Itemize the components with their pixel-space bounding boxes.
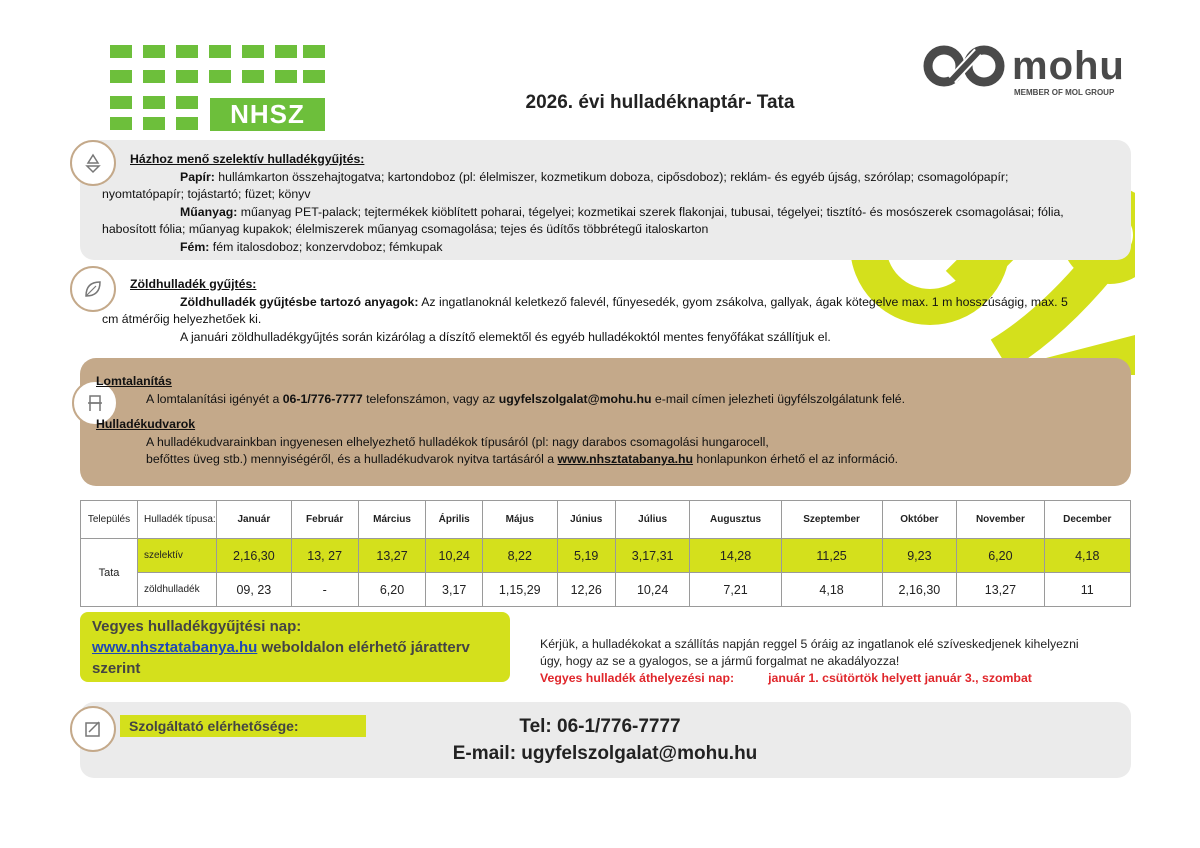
- paper-text: hullámkarton összehajtogatva; kartondoboz (pl: élelmiszer, kozmetikum doboza, cipősdoboz); reklám- és egyéb újság, szórólap; csomagolópapír;: [214, 169, 1009, 184]
- date-cell: 2,16,30: [217, 539, 292, 573]
- mixed-heading: Vegyes hulladékgyűjtési nap:: [92, 618, 302, 635]
- page-title: 2026. évi hulladéknaptár- Tata: [525, 92, 795, 113]
- mohu-logo: [922, 40, 1125, 100]
- paper-text-cont: nyomtatópapír; tojástartó; füzet; könyv: [102, 187, 311, 201]
- metal-label: Fém:: [180, 239, 210, 254]
- yard-text-3: honlapunkon érhető el az információ.: [693, 452, 899, 466]
- nhsz-logo-text: NHSZ: [210, 98, 325, 131]
- collection-calendar-table: [80, 500, 1131, 607]
- month-header: Május: [482, 501, 557, 539]
- yard-heading: Hulladékudvarok: [96, 417, 196, 431]
- table-header-row: [81, 501, 1131, 539]
- green-section: [102, 276, 1120, 346]
- plastic-text: műanyag PET-palack; tejtermékek kiöblített poharai, tégelyei; kozmetikai szerek flakonjai, tubusai, tégelyei; tisztító- és mosószerek csomagolásai; fólia,: [237, 204, 1064, 219]
- leaf-icon: [70, 266, 116, 312]
- date-cell: 14,28: [690, 539, 781, 573]
- date-cell: 12,26: [557, 573, 615, 607]
- bulky-heading: Lomtalanítás: [96, 374, 172, 388]
- month-header: Szeptember: [781, 501, 882, 539]
- type-cell: szelektív: [138, 539, 217, 573]
- plastic-text-cont: habosított fólia; műanyag kupakok; élelmiszerek műanyag csomagolása; tejes és üdítős többrétegű italoskarton: [102, 222, 709, 236]
- green-january-text: A januári zöldhulladékgyűjtés során kizárólag a díszítő elemektől és egyéb hulladékoktól mentes fenyőfákat szállítjuk el.: [180, 329, 831, 344]
- table-row-green: [81, 573, 1131, 607]
- recycle-icon: [70, 140, 116, 186]
- contact-label: Szolgáltató elérhetősége:: [120, 715, 366, 737]
- green-materials-text-cont: cm átmérőig helyezhetőek ki.: [102, 312, 262, 326]
- mixed-link[interactable]: www.nhsztatabanya.hu: [92, 639, 258, 656]
- date-cell: 5,19: [557, 539, 615, 573]
- contact-phone[interactable]: Tel: 06-1/776-7777: [519, 716, 681, 737]
- date-cell: 6,20: [358, 573, 426, 607]
- month-header: Augusztus: [690, 501, 781, 539]
- yard-text-2: befőttes üveg stb.) mennyiségéről, és a hulladékudvarok nyitva tartásáról a: [146, 452, 558, 466]
- mohu-logo-text: mohu: [1012, 44, 1125, 88]
- date-cell: 09, 23: [217, 573, 292, 607]
- bulky-text-mid: telefonszámon, vagy az: [362, 391, 499, 406]
- month-header: November: [957, 501, 1044, 539]
- date-cell: 11,25: [781, 539, 882, 573]
- plastic-label: Műanyag:: [180, 204, 238, 219]
- date-cell: 2,16,30: [882, 573, 957, 607]
- selective-section: [102, 151, 1130, 256]
- date-cell: 1,15,29: [482, 573, 557, 607]
- mixed-text-end: szerint: [92, 660, 141, 677]
- date-cell: 10,24: [426, 539, 482, 573]
- month-header: Június: [557, 501, 615, 539]
- date-cell: 3,17,31: [615, 539, 690, 573]
- mixed-waste-box: [80, 612, 510, 682]
- notice-line-2: úgy, hogy az se a gyalogos, se a jármű forgalmat ne akadályozza!: [540, 654, 900, 668]
- date-cell: -: [291, 573, 358, 607]
- month-header: Március: [358, 501, 426, 539]
- contact-form-icon: [70, 706, 116, 752]
- bulky-text-pre: A lomtalanítási igényét a: [146, 391, 283, 406]
- bulky-section: [96, 373, 1116, 469]
- table-row-selective: [81, 539, 1131, 573]
- month-header: Január: [217, 501, 292, 539]
- contact-email[interactable]: E-mail: ugyfelszolgalat@mohu.hu: [452, 743, 758, 764]
- bulky-email[interactable]: ugyfelszolgalat@mohu.hu: [498, 391, 652, 406]
- date-cell: 4,18: [1044, 539, 1130, 573]
- date-cell: 7,21: [690, 573, 781, 607]
- date-cell: 11: [1044, 573, 1130, 607]
- mixed-text: weboldalon elérhető járatterv: [257, 639, 470, 656]
- col-type: Hulladék típusa:: [138, 501, 217, 539]
- nhsz-logo: [110, 45, 325, 130]
- type-cell: zöldhulladék: [138, 573, 217, 607]
- bulky-phone: 06-1/776-7777: [282, 391, 363, 406]
- month-header: Július: [615, 501, 690, 539]
- notice-text: [540, 636, 1140, 687]
- green-heading: Zöldhulladék gyűjtés:: [130, 277, 257, 291]
- date-cell: 13, 27: [291, 539, 358, 573]
- date-cell: 13,27: [957, 573, 1044, 607]
- date-cell: 8,22: [482, 539, 557, 573]
- date-cell: 6,20: [957, 539, 1044, 573]
- month-header: Április: [426, 501, 482, 539]
- settlement-cell: Tata: [81, 539, 138, 607]
- mohu-symbol-icon: [922, 42, 1008, 92]
- month-header: Február: [291, 501, 358, 539]
- metal-text: fém italosdoboz; konzervdoboz; fémkupak: [209, 239, 443, 254]
- mohu-tagline: MEMBER OF MOL GROUP: [1014, 88, 1115, 97]
- date-cell: 10,24: [615, 573, 690, 607]
- date-cell: 13,27: [358, 539, 426, 573]
- notice-red-text: január 1. csütörtök helyett január 3., szombat: [768, 671, 1032, 685]
- month-header: Október: [882, 501, 957, 539]
- bulky-text-post: e-mail címen jelezheti ügyfélszolgálatunk felé.: [651, 391, 906, 406]
- notice-red-label: Vegyes hulladék áthelyezési nap:: [540, 671, 735, 685]
- yard-link[interactable]: www.nhsztatabanya.hu: [557, 452, 694, 466]
- date-cell: 3,17: [426, 573, 482, 607]
- contact-panel: [80, 702, 1131, 778]
- selective-heading: Házhoz menő szelektív hulladékgyűjtés:: [130, 152, 365, 166]
- notice-line-1: Kérjük, a hulladékokat a szállítás napján reggel 5 óráig az ingatlanok elé szíveskedjenek kihelyezni: [540, 637, 1079, 651]
- yard-text-1: A hulladékudvarainkban ingyenesen elhelyezhető hulladékok típusáról (pl: nagy darabos csomagolási hungarocell,: [146, 434, 769, 449]
- date-cell: 9,23: [882, 539, 957, 573]
- date-cell: 4,18: [781, 573, 882, 607]
- green-materials-text: Az ingatlanoknál keletkező falevél, fűnyesedék, gyom zsákolva, gallyak, ágak kötegelve max. 1 m hosszúságig, max. 5: [418, 294, 1068, 309]
- month-header: December: [1044, 501, 1130, 539]
- paper-label: Papír:: [180, 169, 215, 184]
- col-settlement: Település: [81, 501, 138, 539]
- green-materials-label: Zöldhulladék gyűjtésbe tartozó anyagok:: [180, 294, 419, 309]
